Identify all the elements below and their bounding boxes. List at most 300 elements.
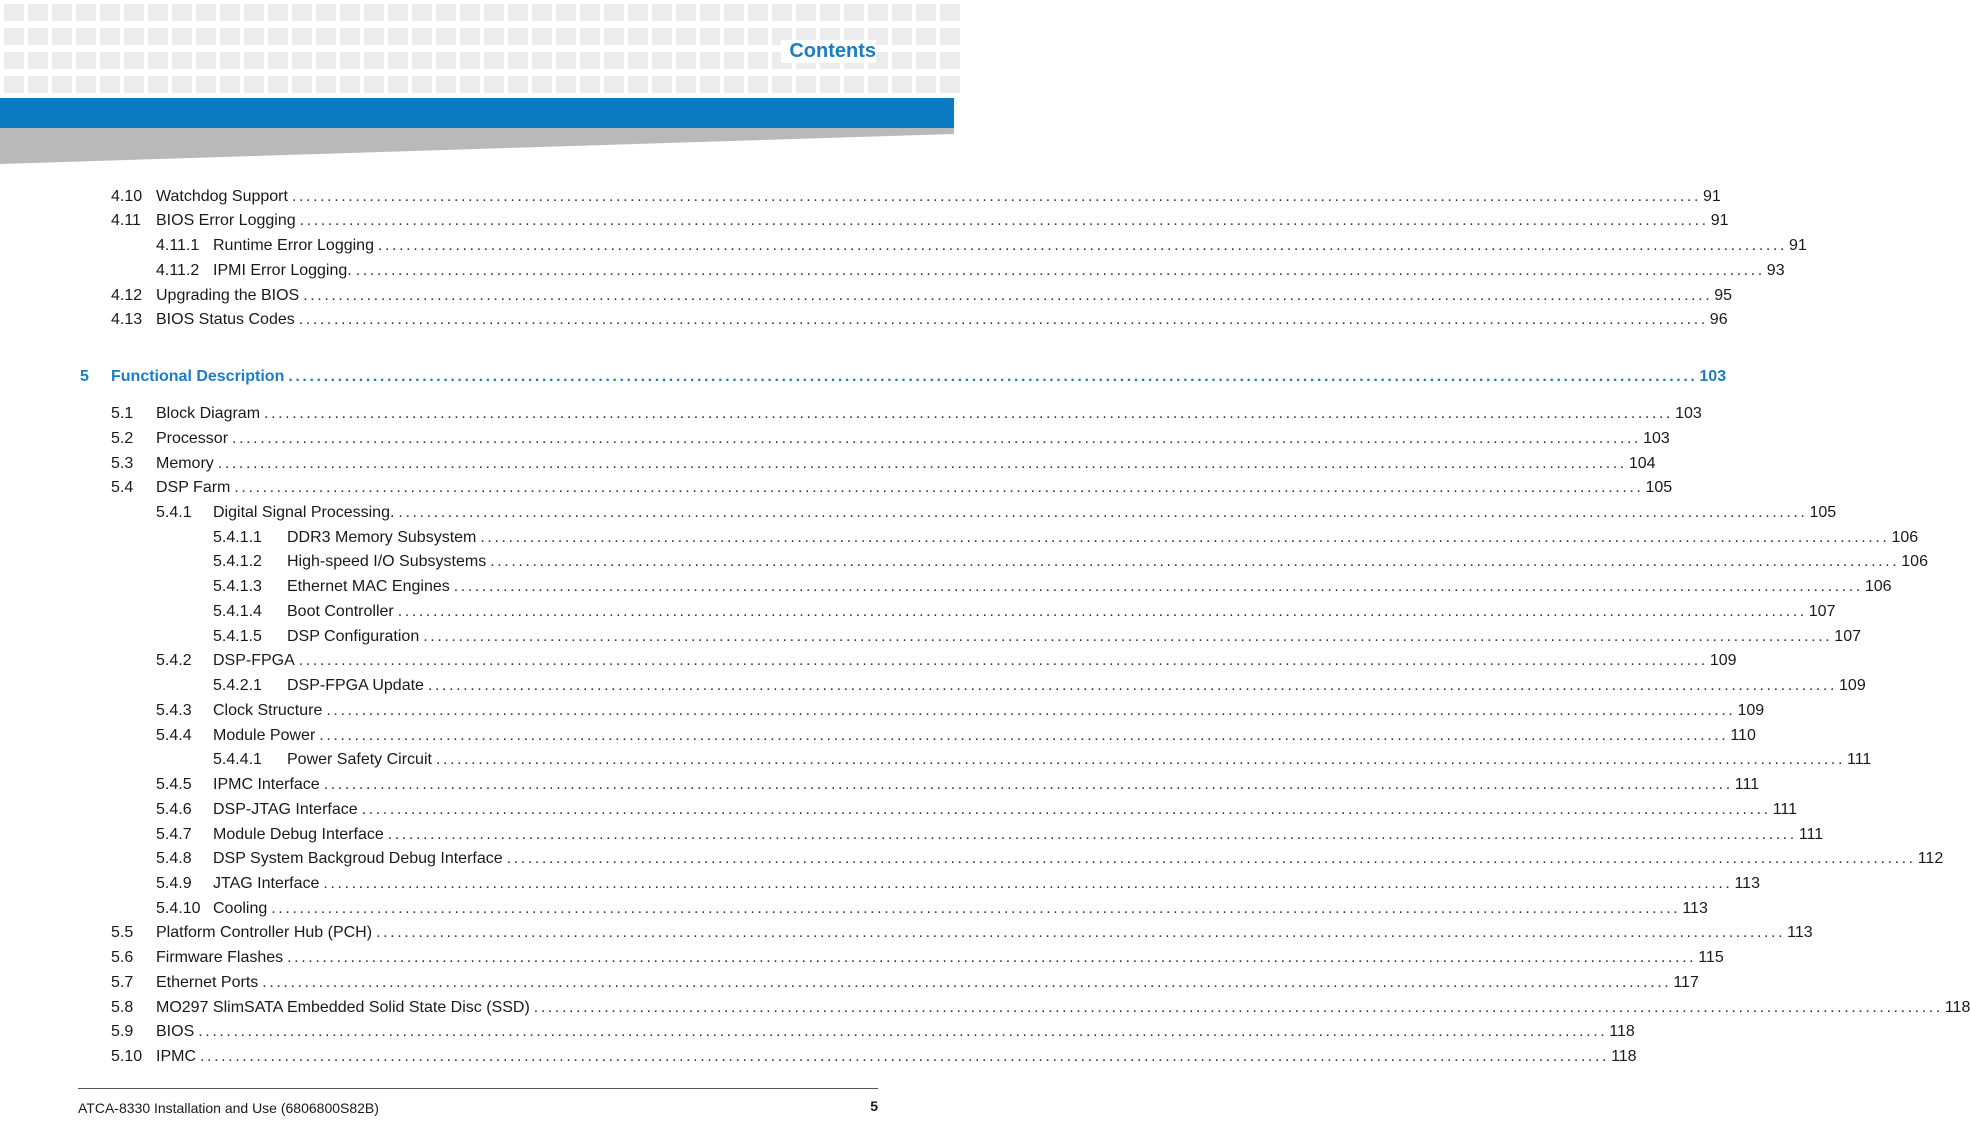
toc-entry[interactable] — [111, 924, 1813, 946]
toc-entry-page: 105 — [1645, 479, 1673, 496]
pattern-square — [412, 4, 432, 21]
pattern-square — [892, 52, 912, 69]
header-blue-band — [0, 98, 954, 128]
pattern-square — [820, 76, 840, 93]
toc-entry-number: 4.10 — [111, 188, 143, 205]
toc-entry-page: 107 — [1808, 603, 1836, 620]
toc-dot-leader: ........................................................................................................................................................................................................ — [323, 776, 1733, 793]
toc-entry-number: 5.4.8 — [156, 850, 192, 867]
pattern-square — [76, 76, 96, 93]
pattern-square — [724, 4, 744, 21]
toc-entry-number: 5 — [80, 368, 89, 385]
toc-entry[interactable] — [156, 900, 1708, 922]
toc-dot-leader: ........................................................................................................................................................................................................ — [533, 999, 1943, 1016]
toc-entry-title: BIOS Error Logging — [156, 212, 296, 229]
toc-dot-leader: ........................................................................................................................................................................................................ — [397, 603, 1807, 620]
footer-rule — [78, 1088, 878, 1089]
pattern-square — [172, 4, 192, 21]
pattern-square — [268, 76, 288, 93]
toc-entry-page: 113 — [1682, 900, 1708, 917]
toc-entry-page: 118 — [1609, 1023, 1635, 1040]
toc-entry-page: 109 — [1839, 677, 1866, 694]
toc-entry-title: Ethernet Ports — [156, 974, 259, 991]
toc-entry[interactable] — [156, 652, 1737, 674]
pattern-square — [652, 76, 672, 93]
pattern-square — [508, 4, 528, 21]
pattern-square — [412, 28, 432, 45]
pattern-square — [652, 28, 672, 45]
toc-entry-title: Power Safety Circuit — [287, 751, 432, 768]
toc-entry-page: 91 — [1789, 237, 1807, 254]
pattern-square — [916, 28, 936, 45]
pattern-square — [124, 4, 144, 21]
footer-document-title: ATCA-8330 Installation and Use (6806800S82B) — [78, 1100, 379, 1116]
toc-entry-title: Digital Signal Processing. — [213, 504, 395, 521]
toc-entry[interactable] — [156, 826, 1824, 848]
toc-entry-title: Functional Description — [111, 368, 285, 385]
toc-entry[interactable] — [156, 776, 1760, 798]
toc-dot-leader: ........................................................................................................................................................................................................ — [490, 553, 1900, 570]
toc-entry-number: 5.4.6 — [156, 801, 192, 818]
pattern-square — [652, 4, 672, 21]
pattern-square — [220, 76, 240, 93]
page-title: Contents — [781, 40, 876, 63]
pattern-square — [868, 76, 888, 93]
pattern-square — [916, 52, 936, 69]
pattern-square — [700, 76, 720, 93]
pattern-square — [940, 52, 960, 69]
toc-dot-leader: ........................................................................................................................................................................................................ — [271, 900, 1681, 917]
toc-entry-number: 5.2 — [111, 430, 134, 447]
toc-dot-leader: ........................................................................................................................................................................................................ — [361, 801, 1771, 818]
pattern-square — [628, 76, 648, 93]
toc-entry-number: 5.8 — [111, 999, 134, 1016]
toc-dot-leader: ........................................................................................................................................................................................................ — [326, 702, 1736, 719]
pattern-square — [508, 28, 528, 45]
pattern-square — [868, 4, 888, 21]
pattern-square — [220, 28, 240, 45]
toc-dot-leader: ........................................................................................................................................................................................................ — [435, 751, 1845, 768]
toc-dot-leader: ........................................................................................................................................................................................................ — [234, 479, 1644, 496]
pattern-square — [532, 4, 552, 21]
toc-entry-number: 5.4.1.5 — [213, 628, 262, 645]
pattern-square — [748, 4, 768, 21]
toc-entry-number: 5.4.3 — [156, 702, 192, 719]
toc-entry-title: Runtime Error Logging — [213, 237, 374, 254]
pattern-square — [508, 52, 528, 69]
toc-entry-page: 91 — [1710, 212, 1729, 229]
pattern-square — [676, 52, 696, 69]
pattern-square — [292, 4, 312, 21]
pattern-square — [244, 76, 264, 93]
toc-entry[interactable] — [111, 949, 1724, 971]
pattern-square — [292, 76, 312, 93]
toc-entry-title: Module Debug Interface — [213, 826, 384, 843]
pattern-square — [580, 4, 600, 21]
toc-entry-number: 5.4.5 — [156, 776, 192, 793]
pattern-square — [436, 52, 456, 69]
toc-entry-page: 103 — [1675, 405, 1702, 422]
pattern-square — [268, 4, 288, 21]
pattern-square — [460, 52, 480, 69]
toc-entry[interactable] — [156, 504, 1837, 526]
pattern-square — [124, 76, 144, 93]
toc-entry-title: Firmware Flashes — [156, 949, 284, 966]
toc-dot-leader: ........................................................................................................................................................................................................ — [323, 875, 1733, 892]
toc-entry-number: 5.4.7 — [156, 826, 192, 843]
pattern-square — [148, 4, 168, 21]
pattern-square — [748, 76, 768, 93]
toc-entry-title: Ethernet MAC Engines — [287, 578, 450, 595]
pattern-square — [364, 28, 384, 45]
pattern-square — [844, 76, 864, 93]
pattern-square — [28, 28, 48, 45]
pattern-square — [292, 28, 312, 45]
toc-entry-title: Platform Controller Hub (PCH) — [156, 924, 373, 941]
pattern-square — [4, 76, 24, 93]
toc-entry-title: IPMC Interface — [213, 776, 320, 793]
toc-entry[interactable] — [111, 1023, 1635, 1045]
toc-dot-leader: ........................................................................................................................................................................................................ — [355, 262, 1765, 279]
toc-entry[interactable] — [213, 628, 1861, 650]
toc-entry-page: 117 — [1673, 974, 1699, 991]
pattern-square — [100, 52, 120, 69]
toc-entry-number: 4.12 — [111, 287, 143, 304]
toc-entry-number: 5.10 — [111, 1048, 143, 1065]
toc-entry-number: 5.4.1.3 — [213, 578, 262, 595]
pattern-square — [148, 28, 168, 45]
toc-entry[interactable] — [111, 479, 1673, 501]
toc-entry-page: 118 — [1944, 999, 1970, 1016]
toc-entry-title: IPMC — [156, 1048, 196, 1065]
toc-dot-leader: ........................................................................................................................................................................................................ — [319, 727, 1729, 744]
pattern-square — [772, 4, 792, 21]
toc-entry[interactable] — [213, 578, 1892, 600]
pattern-square — [412, 76, 432, 93]
toc-entry[interactable] — [111, 430, 1670, 452]
pattern-square — [580, 52, 600, 69]
toc-entry-number: 5.4.1.1 — [213, 529, 262, 546]
pattern-square — [724, 28, 744, 45]
toc-entry[interactable] — [111, 212, 1729, 234]
toc-entry[interactable] — [213, 751, 1872, 773]
toc-entry[interactable] — [213, 529, 1919, 551]
pattern-square — [100, 4, 120, 21]
pattern-square — [604, 28, 624, 45]
toc-dot-leader: ........................................................................................................................................................................................................ — [288, 368, 1698, 385]
toc-entry-number: 5.4 — [111, 479, 134, 496]
pattern-square — [4, 28, 24, 45]
toc-entry-page: 96 — [1709, 311, 1728, 328]
toc-entry-page: 110 — [1730, 727, 1756, 744]
toc-entry-number: 5.4.4.1 — [213, 751, 262, 768]
pattern-square — [196, 52, 216, 69]
toc-entry[interactable] — [213, 553, 1928, 575]
pattern-square — [52, 76, 72, 93]
pattern-square — [388, 76, 408, 93]
toc-entry-title: MO297 SlimSATA Embedded Solid State Disc (SSD) — [156, 999, 530, 1016]
toc-dot-leader: ........................................................................................................................................................................................................ — [480, 529, 1890, 546]
pattern-square — [556, 4, 576, 21]
toc-entry-title: Watchdog Support — [156, 188, 288, 205]
toc-entry[interactable] — [111, 1048, 1637, 1070]
pattern-square — [844, 4, 864, 21]
toc-entry-title: Block Diagram — [156, 405, 261, 422]
toc-entry[interactable] — [111, 974, 1699, 996]
pattern-square — [316, 4, 336, 21]
toc-entry[interactable] — [111, 455, 1656, 477]
toc-entry-title: Boot Controller — [287, 603, 394, 620]
pattern-square — [484, 4, 504, 21]
toc-entry-page: 93 — [1766, 262, 1785, 279]
toc-entry[interactable] — [111, 405, 1702, 427]
toc-entry[interactable] — [156, 875, 1760, 897]
pattern-square — [556, 28, 576, 45]
pattern-square — [556, 52, 576, 69]
pattern-square — [316, 52, 336, 69]
pattern-square — [532, 52, 552, 69]
toc-entry-page: 104 — [1628, 455, 1656, 472]
pattern-square — [892, 76, 912, 93]
pattern-square — [124, 28, 144, 45]
pattern-square — [148, 52, 168, 69]
pattern-square — [916, 76, 936, 93]
pattern-square — [412, 52, 432, 69]
pattern-square — [652, 52, 672, 69]
pattern-square — [700, 28, 720, 45]
toc-entry-title: DSP-FPGA Update — [287, 677, 424, 694]
toc-entry-page: 109 — [1709, 652, 1737, 669]
toc-entry[interactable] — [156, 262, 1785, 284]
pattern-square — [484, 28, 504, 45]
pattern-square — [268, 52, 288, 69]
pattern-square — [580, 76, 600, 93]
toc-entry[interactable] — [156, 702, 1765, 724]
pattern-square — [28, 52, 48, 69]
pattern-square — [820, 4, 840, 21]
toc-entry-page: 103 — [1643, 430, 1670, 447]
toc-entry-page: 106 — [1891, 529, 1919, 546]
toc-entry-title: Clock Structure — [213, 702, 323, 719]
pattern-square — [388, 28, 408, 45]
pattern-square — [124, 52, 144, 69]
toc-entry-page: 118 — [1611, 1048, 1637, 1065]
pattern-square — [556, 76, 576, 93]
toc-entry-number: 5.4.1.4 — [213, 603, 262, 620]
pattern-square — [436, 28, 456, 45]
toc-dot-leader: ........................................................................................................................................................................................................ — [387, 826, 1797, 843]
pattern-square — [340, 28, 360, 45]
toc-entry-title: Cooling — [213, 900, 268, 917]
toc-entry-page: 109 — [1737, 702, 1765, 719]
pattern-square — [916, 4, 936, 21]
pattern-square — [196, 76, 216, 93]
toc-entry-page: 106 — [1901, 553, 1928, 570]
toc-entry[interactable] — [111, 311, 1728, 333]
toc-entry-number: 5.1 — [111, 405, 134, 422]
toc-dot-leader: ........................................................................................................................................................................................................ — [291, 188, 1701, 205]
pattern-square — [268, 28, 288, 45]
toc-entry-number: 5.7 — [111, 974, 134, 991]
pattern-square — [196, 4, 216, 21]
toc-dot-leader: ........................................................................................................................................................................................................ — [298, 311, 1708, 328]
toc-dot-leader: ........................................................................................................................................................................................................ — [376, 924, 1786, 941]
pattern-square — [460, 4, 480, 21]
toc-entry-title: DSP-FPGA — [213, 652, 295, 669]
toc-entry-number: 5.4.10 — [156, 900, 201, 917]
toc-dot-leader: ........................................................................................................................................................................................................ — [506, 850, 1916, 867]
pattern-square — [628, 52, 648, 69]
toc-dot-leader: ........................................................................................................................................................................................................ — [423, 628, 1833, 645]
pattern-square — [892, 4, 912, 21]
pattern-square — [340, 52, 360, 69]
toc-entry-page: 91 — [1703, 188, 1721, 205]
pattern-square — [532, 28, 552, 45]
pattern-square — [52, 52, 72, 69]
pattern-square — [172, 52, 192, 69]
toc-entry-page: 113 — [1734, 875, 1760, 892]
toc-dot-leader: ........................................................................................................................................................................................................ — [232, 430, 1642, 447]
toc-entry-page: 113 — [1787, 924, 1813, 941]
pattern-square — [532, 76, 552, 93]
toc-entry-number: 5.9 — [111, 1023, 134, 1040]
pattern-square — [940, 28, 960, 45]
toc-dot-leader: ........................................................................................................................................................................................................ — [303, 287, 1713, 304]
pattern-square — [892, 28, 912, 45]
pattern-square — [244, 4, 264, 21]
toc-entry-title: High-speed I/O Subsystems — [287, 553, 487, 570]
toc-entry[interactable] — [156, 801, 1798, 823]
pattern-square — [700, 52, 720, 69]
toc-entry[interactable] — [156, 727, 1756, 749]
pattern-square — [28, 76, 48, 93]
toc-entry[interactable] — [213, 603, 1836, 625]
pattern-square — [508, 76, 528, 93]
pattern-square — [676, 28, 696, 45]
toc-entry-number: 4.13 — [111, 311, 143, 328]
pattern-square — [244, 28, 264, 45]
toc-entry-page: 111 — [1847, 751, 1872, 768]
toc-entry-number: 5.4.1.2 — [213, 553, 262, 570]
toc-entry-number: 5.3 — [111, 455, 134, 472]
toc-entry-title: Module Power — [213, 727, 316, 744]
toc-entry[interactable] — [111, 188, 1721, 210]
pattern-square — [628, 4, 648, 21]
pattern-square — [484, 76, 504, 93]
toc-entry-title: DSP-JTAG Interface — [213, 801, 358, 818]
toc-entry-number: 5.6 — [111, 949, 134, 966]
footer-page-number: 5 — [870, 1098, 878, 1114]
pattern-square — [772, 76, 792, 93]
toc-entry-title: IPMI Error Logging. — [213, 262, 352, 279]
toc-entry-title: DSP System Backgroud Debug Interface — [213, 850, 503, 867]
pattern-square — [292, 52, 312, 69]
toc-chapter-entry[interactable] — [80, 368, 1727, 390]
toc-entry[interactable] — [111, 999, 1970, 1021]
pattern-square — [52, 4, 72, 21]
toc-dot-leader: ........................................................................................................................................................................................................ — [198, 1023, 1608, 1040]
pattern-square — [364, 52, 384, 69]
pattern-square — [748, 52, 768, 69]
toc-entry-number: 5.4.9 — [156, 875, 192, 892]
pattern-square — [172, 28, 192, 45]
toc-entry-number: 5.4.2.1 — [213, 677, 262, 694]
toc-dot-leader: ........................................................................................................................................................................................................ — [200, 1048, 1610, 1065]
pattern-square — [148, 76, 168, 93]
toc-entry-page: 115 — [1698, 949, 1724, 966]
pattern-square — [628, 28, 648, 45]
pattern-square — [388, 4, 408, 21]
pattern-square — [460, 28, 480, 45]
pattern-square — [340, 4, 360, 21]
pattern-square — [580, 28, 600, 45]
pattern-square — [748, 28, 768, 45]
toc-entry-page: 111 — [1734, 776, 1760, 793]
pattern-square — [796, 4, 816, 21]
toc-entry[interactable] — [156, 237, 1807, 259]
header-gray-swoosh — [0, 128, 954, 164]
pattern-square — [940, 4, 960, 21]
pattern-square — [340, 76, 360, 93]
pattern-square — [676, 76, 696, 93]
toc-entry-number: 4.11.2 — [156, 262, 200, 279]
toc-entry-title: DSP Configuration — [287, 628, 420, 645]
toc-entry-number: 5.4.4 — [156, 727, 192, 744]
toc-entry[interactable] — [156, 850, 1944, 872]
toc-entry-title: Processor — [156, 430, 229, 447]
pattern-square — [316, 76, 336, 93]
toc-entry-page: 105 — [1809, 504, 1837, 521]
toc-dot-leader: ........................................................................................................................................................................................................ — [262, 974, 1672, 991]
pattern-square — [484, 52, 504, 69]
pattern-square — [4, 52, 24, 69]
toc-dot-leader: ........................................................................................................................................................................................................ — [427, 677, 1838, 694]
pattern-square — [76, 28, 96, 45]
toc-dot-leader: ........................................................................................................................................................................................................ — [217, 455, 1627, 472]
pattern-square — [940, 76, 960, 93]
pattern-square — [316, 28, 336, 45]
toc-dot-leader: ........................................................................................................................................................................................................ — [299, 212, 1709, 229]
toc-entry-number: 4.11.1 — [156, 237, 200, 254]
toc-entry-page: 107 — [1834, 628, 1861, 645]
pattern-square — [196, 28, 216, 45]
pattern-square — [604, 52, 624, 69]
pattern-square — [220, 52, 240, 69]
toc-entry-title: BIOS Status Codes — [156, 311, 295, 328]
pattern-square — [244, 52, 264, 69]
pattern-square — [724, 76, 744, 93]
pattern-square — [76, 4, 96, 21]
toc-entry-title: DDR3 Memory Subsystem — [287, 529, 477, 546]
toc-entry-title: DSP Farm — [156, 479, 231, 496]
toc-entry-title: Upgrading the BIOS — [156, 287, 300, 304]
toc-entry-page: 111 — [1798, 826, 1824, 843]
pattern-square — [700, 4, 720, 21]
toc-entry-title: Memory — [156, 455, 214, 472]
toc-dot-leader: ........................................................................................................................................................................................................ — [287, 949, 1697, 966]
toc-entry-number: 4.11 — [111, 212, 141, 229]
pattern-square — [388, 52, 408, 69]
toc-entry[interactable] — [213, 677, 1866, 699]
pattern-square — [724, 52, 744, 69]
toc-entry[interactable] — [111, 287, 1733, 309]
toc-entry-page: 112 — [1917, 850, 1944, 867]
pattern-square — [100, 28, 120, 45]
pattern-square — [52, 28, 72, 45]
pattern-square — [436, 76, 456, 93]
toc-entry-number: 5.4.1 — [156, 504, 192, 521]
toc-dot-leader: ........................................................................................................................................................................................................ — [264, 405, 1674, 422]
